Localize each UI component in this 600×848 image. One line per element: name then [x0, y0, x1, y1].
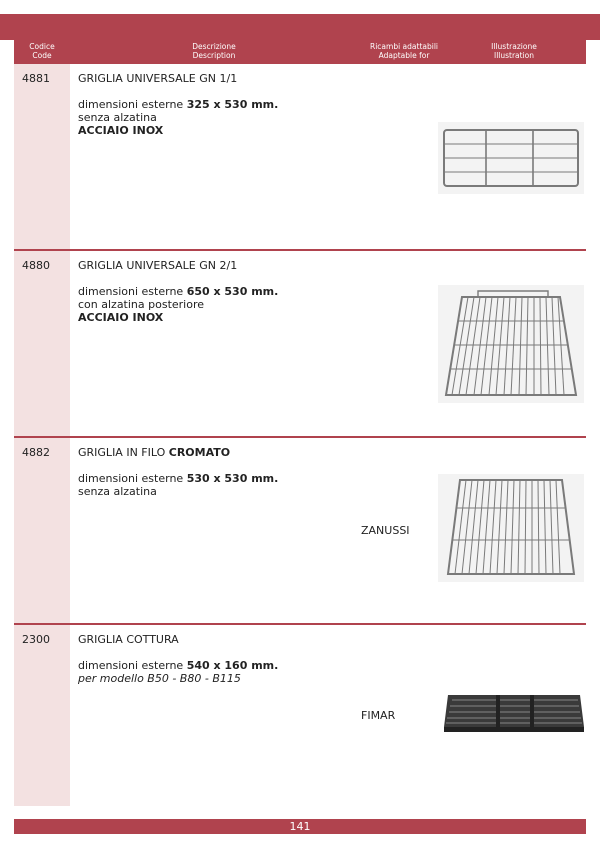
page-footer: [14, 819, 586, 834]
top-band: [0, 14, 600, 40]
header-code: Codice Code: [29, 42, 55, 60]
item-adaptable: FIMAR: [361, 709, 396, 722]
item-material: ACCIAIO INOX: [78, 124, 164, 137]
item-note: per modello B50 - B80 - B115: [78, 672, 241, 685]
cast-iron-grill-image: [438, 691, 588, 737]
item-description: [78, 633, 358, 685]
item-code: 4880: [22, 259, 50, 272]
item-title: GRIGLIA COTTURA: [78, 633, 179, 646]
item-dimensions: dimensioni esterne 650 x 530 mm.: [78, 285, 279, 298]
table-row: [14, 251, 586, 436]
header-adaptable: Ricambi adattabili Adaptable for: [370, 42, 438, 60]
table-row: [14, 438, 586, 623]
item-note: senza alzatina: [78, 111, 157, 124]
item-dimensions: dimensioni esterne 530 x 530 mm.: [78, 472, 279, 485]
page-number: 141: [289, 820, 311, 833]
item-description: [78, 446, 358, 498]
item-description: [78, 259, 358, 324]
item-code: 2300: [22, 633, 50, 646]
item-title: GRIGLIA UNIVERSALE GN 2/1: [78, 259, 238, 272]
item-adaptable: ZANUSSI: [361, 524, 410, 537]
header-illustration: Illustrazione Illustration: [491, 42, 537, 60]
item-title: GRIGLIA UNIVERSALE GN 1/1: [78, 72, 238, 85]
item-dimensions: dimensioni esterne 540 x 160 mm.: [78, 659, 279, 672]
item-code: 4882: [22, 446, 50, 459]
item-title: GRIGLIA IN FILO CROMATO: [78, 446, 231, 459]
item-note: senza alzatina: [78, 485, 157, 498]
table-header: [14, 40, 586, 64]
item-code: 4881: [22, 72, 50, 85]
grid-rack-gn21-image: [438, 285, 584, 403]
table-row: [14, 64, 586, 250]
item-description: [78, 72, 358, 137]
header-description: Descrizione Description: [192, 42, 236, 60]
item-dimensions: dimensioni esterne 325 x 530 mm.: [78, 98, 279, 111]
grid-rack-chrome-image: [438, 474, 584, 582]
table-row: [14, 625, 586, 806]
item-material: ACCIAIO INOX: [78, 311, 164, 324]
item-note: con alzatina posteriore: [78, 298, 205, 311]
grid-rack-gn11-image: [438, 122, 584, 194]
